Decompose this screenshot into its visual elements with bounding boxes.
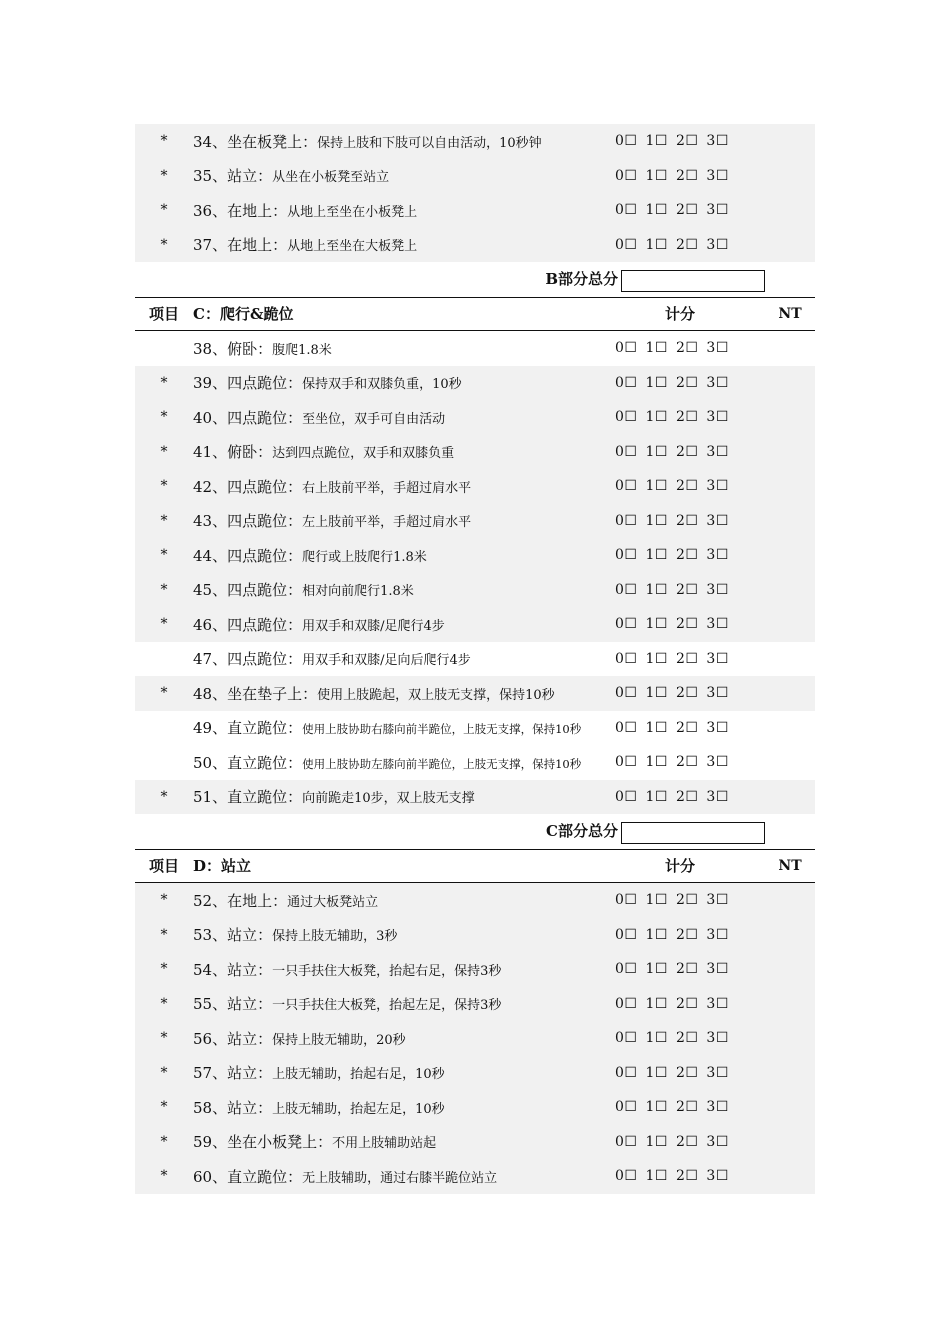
item-text	[193, 1097, 615, 1118]
table-row	[135, 504, 815, 539]
key-item-marker: *	[160, 1099, 168, 1116]
key-item-marker: *	[160, 236, 168, 253]
item-title: 55、站立：	[193, 995, 273, 1014]
score-checkbox-1[interactable]: 1☐	[645, 926, 668, 943]
score-checkbox-3[interactable]: 3☐	[706, 1099, 729, 1116]
section-b-total-label: B部分总分	[545, 270, 618, 288]
score-options	[615, 789, 765, 805]
score-checkbox-1[interactable]: 1☐	[645, 443, 668, 460]
score-options	[615, 513, 765, 529]
score-checkbox-0[interactable]: 0☐	[615, 685, 638, 702]
key-item-marker: *	[160, 443, 168, 460]
score-checkbox-2[interactable]: 2☐	[675, 926, 699, 943]
section-c-header	[135, 297, 815, 332]
score-checkbox-3[interactable]: 3☐	[706, 995, 729, 1012]
score-options	[615, 685, 765, 701]
item-title: 47、四点跪位：	[193, 650, 303, 669]
item-title: 34、坐在板凳上：	[193, 132, 318, 151]
score-checkbox-1[interactable]: 1☐	[645, 685, 668, 702]
score-checkbox-0[interactable]: 0☐	[615, 650, 638, 667]
item-title: 39、四点跪位：	[193, 374, 303, 393]
score-checkbox-3[interactable]: 3☐	[706, 133, 729, 150]
score-checkbox-3[interactable]: 3☐	[706, 374, 729, 391]
score-checkbox-0[interactable]: 0☐	[615, 340, 638, 357]
score-checkbox-0[interactable]: 0☐	[615, 374, 638, 391]
item-title: 57、站立：	[193, 1064, 273, 1083]
score-checkbox-0[interactable]: 0☐	[615, 926, 638, 943]
score-checkbox-0[interactable]: 0☐	[615, 443, 638, 460]
table-row	[135, 642, 815, 677]
score-options	[615, 1099, 765, 1115]
key-item-marker: *	[160, 926, 168, 943]
score-checkbox-3[interactable]: 3☐	[706, 719, 729, 736]
header-nt-label: NT	[778, 857, 802, 874]
item-title: 37、在地上：	[193, 236, 288, 255]
score-checkbox-1[interactable]: 1☐	[645, 1133, 668, 1150]
item-description: 一只手扶住大板凳，抬起右足，保持3秒	[272, 963, 502, 979]
key-item-marker: *	[160, 512, 168, 529]
score-checkbox-2[interactable]: 2☐	[675, 478, 699, 495]
item-text	[193, 717, 615, 738]
score-checkbox-2[interactable]: 2☐	[675, 961, 699, 978]
item-description: 使用上肢协助左膝向前半跪位，上肢无支撑，保持10秒	[302, 756, 582, 771]
score-checkbox-3[interactable]: 3☐	[706, 478, 729, 495]
table-row	[135, 1159, 815, 1194]
score-options	[615, 168, 765, 184]
table-row	[135, 124, 815, 159]
score-options	[615, 1134, 765, 1150]
section-b-rows	[135, 124, 815, 262]
item-description: 无上肢辅助，通过右膝半跪位站立	[302, 1170, 498, 1186]
item-description: 用双手和双膝/足向后爬行4步	[302, 653, 471, 669]
key-item-marker: *	[160, 1168, 168, 1185]
score-checkbox-0[interactable]: 0☐	[615, 788, 638, 805]
score-options	[615, 892, 765, 908]
score-checkbox-2[interactable]: 2☐	[675, 754, 699, 771]
score-checkbox-1[interactable]: 1☐	[645, 236, 668, 253]
score-checkbox-1[interactable]: 1☐	[645, 202, 668, 219]
table-row	[135, 1125, 815, 1160]
score-checkbox-3[interactable]: 3☐	[706, 788, 729, 805]
item-title: 59、坐在小板凳上：	[193, 1133, 333, 1152]
item-description: 从地上至坐在大板凳上	[287, 239, 418, 255]
item-text	[193, 683, 615, 704]
score-checkbox-1[interactable]: 1☐	[645, 547, 668, 564]
score-checkbox-1[interactable]: 1☐	[645, 616, 668, 633]
score-checkbox-0[interactable]: 0☐	[615, 754, 638, 771]
score-options	[615, 547, 765, 563]
item-description: 左上肢前平举，手超过肩水平	[302, 515, 472, 531]
score-checkbox-1[interactable]: 1☐	[645, 650, 668, 667]
item-description: 相对向前爬行1.8米	[302, 584, 414, 600]
score-checkbox-3[interactable]: 3☐	[706, 581, 729, 598]
item-description: 爬行或上肢爬行1.8米	[302, 549, 427, 565]
score-options	[615, 754, 765, 770]
score-checkbox-0[interactable]: 0☐	[615, 236, 638, 253]
item-description: 达到四点跪位，双手和双膝负重	[272, 446, 455, 462]
section-c-rows	[135, 331, 815, 814]
score-options	[615, 444, 765, 460]
key-item-marker: *	[160, 1030, 168, 1047]
score-options	[615, 651, 765, 667]
key-item-marker: *	[160, 961, 168, 978]
item-text	[193, 1028, 615, 1049]
table-row	[135, 573, 815, 608]
section-d-header	[135, 849, 815, 884]
score-options	[615, 133, 765, 149]
score-checkbox-2[interactable]: 2☐	[675, 374, 699, 391]
table-row	[135, 1021, 815, 1056]
score-checkbox-0[interactable]: 0☐	[615, 892, 638, 909]
score-checkbox-2[interactable]: 2☐	[675, 340, 699, 357]
item-text	[193, 1062, 615, 1083]
score-options	[615, 927, 765, 943]
item-title: 53、站立：	[193, 926, 273, 945]
item-description: 使用上肢协助右膝向前半跪位，上肢无支撑，保持10秒	[302, 722, 582, 737]
item-description: 保持上肢无辅助，3秒	[272, 929, 398, 945]
key-item-marker: *	[160, 547, 168, 564]
score-checkbox-1[interactable]: 1☐	[645, 1030, 668, 1047]
table-row	[135, 228, 815, 263]
key-item-marker: *	[160, 374, 168, 391]
score-checkbox-3[interactable]: 3☐	[706, 1168, 729, 1185]
item-description: 至坐位，双手可自由活动	[302, 411, 446, 427]
item-text	[193, 234, 615, 255]
header-score-label: 计分	[664, 857, 695, 876]
item-text	[193, 338, 615, 359]
score-checkbox-2[interactable]: 2☐	[675, 1064, 699, 1081]
item-description: 从地上至坐在小板凳上	[287, 204, 418, 220]
item-description: 上肢无辅助，抬起左足，10秒	[272, 1101, 445, 1117]
score-checkbox-2[interactable]: 2☐	[675, 202, 699, 219]
item-description: 右上肢前平举，手超过肩水平	[302, 480, 472, 496]
table-row	[135, 193, 815, 228]
item-title: 38、俯卧：	[193, 339, 273, 358]
score-checkbox-0[interactable]: 0☐	[615, 478, 638, 495]
score-options	[615, 616, 765, 632]
score-checkbox-1[interactable]: 1☐	[645, 133, 668, 150]
score-checkbox-2[interactable]: 2☐	[675, 1168, 699, 1185]
table-row	[135, 918, 815, 953]
section-c-total-input[interactable]	[621, 822, 765, 844]
score-checkbox-2[interactable]: 2☐	[675, 685, 699, 702]
table-row	[135, 400, 815, 435]
item-text	[193, 372, 615, 393]
key-item-marker: *	[160, 202, 168, 219]
score-options	[615, 237, 765, 253]
score-checkbox-3[interactable]: 3☐	[706, 685, 729, 702]
table-row	[135, 159, 815, 194]
item-text	[193, 890, 615, 911]
table-row	[135, 538, 815, 573]
score-checkbox-1[interactable]: 1☐	[645, 340, 668, 357]
score-checkbox-0[interactable]: 0☐	[615, 202, 638, 219]
key-item-marker: *	[160, 1133, 168, 1150]
item-title: 54、站立：	[193, 960, 273, 979]
score-checkbox-1[interactable]: 1☐	[645, 719, 668, 736]
section-b-subtotal	[135, 262, 815, 297]
item-description: 从坐在小板凳至站立	[272, 170, 390, 186]
key-item-marker: *	[160, 1064, 168, 1081]
item-text	[193, 579, 615, 600]
score-checkbox-3[interactable]: 3☐	[706, 892, 729, 909]
score-checkbox-3[interactable]: 3☐	[706, 547, 729, 564]
score-checkbox-2[interactable]: 2☐	[675, 1030, 699, 1047]
score-options	[615, 1168, 765, 1184]
table-row	[135, 435, 815, 470]
score-options	[615, 582, 765, 598]
item-text	[193, 200, 615, 221]
score-checkbox-1[interactable]: 1☐	[645, 1099, 668, 1116]
score-checkbox-1[interactable]: 1☐	[645, 512, 668, 529]
score-checkbox-1[interactable]: 1☐	[645, 995, 668, 1012]
item-text	[193, 1131, 615, 1152]
item-description: 保持双手和双膝负重，10秒	[302, 377, 462, 393]
score-checkbox-0[interactable]: 0☐	[615, 547, 638, 564]
score-checkbox-1[interactable]: 1☐	[645, 754, 668, 771]
score-checkbox-2[interactable]: 2☐	[675, 512, 699, 529]
score-checkbox-2[interactable]: 2☐	[675, 1133, 699, 1150]
score-checkbox-3[interactable]: 3☐	[706, 409, 729, 426]
score-checkbox-0[interactable]: 0☐	[615, 512, 638, 529]
score-checkbox-2[interactable]: 2☐	[675, 616, 699, 633]
item-text	[193, 476, 615, 497]
score-checkbox-1[interactable]: 1☐	[645, 374, 668, 391]
item-description: 向前跪走10步，双上肢无支撑	[302, 791, 475, 807]
item-description: 腹爬1.8米	[272, 342, 332, 358]
score-checkbox-0[interactable]: 0☐	[615, 1064, 638, 1081]
score-checkbox-0[interactable]: 0☐	[615, 1030, 638, 1047]
score-checkbox-1[interactable]: 1☐	[645, 409, 668, 426]
key-item-marker: *	[160, 167, 168, 184]
score-checkbox-2[interactable]: 2☐	[675, 443, 699, 460]
score-checkbox-0[interactable]: 0☐	[615, 1099, 638, 1116]
score-checkbox-2[interactable]: 2☐	[675, 409, 699, 426]
item-description: 使用上肢跪起，双上肢无支撑，保持10秒	[317, 687, 555, 703]
item-title: 40、四点跪位：	[193, 408, 303, 427]
section-d-title: D：站立	[193, 857, 252, 876]
score-checkbox-3[interactable]: 3☐	[706, 1133, 729, 1150]
score-checkbox-0[interactable]: 0☐	[615, 1133, 638, 1150]
table-row	[135, 366, 815, 401]
score-checkbox-0[interactable]: 0☐	[615, 995, 638, 1012]
item-title: 48、坐在垫子上：	[193, 684, 318, 703]
score-checkbox-1[interactable]: 1☐	[645, 167, 668, 184]
key-item-marker: *	[160, 133, 168, 150]
score-checkbox-2[interactable]: 2☐	[675, 547, 699, 564]
score-checkbox-3[interactable]: 3☐	[706, 202, 729, 219]
item-title: 45、四点跪位：	[193, 581, 303, 600]
score-checkbox-3[interactable]: 3☐	[706, 1064, 729, 1081]
score-checkbox-3[interactable]: 3☐	[706, 1030, 729, 1047]
score-checkbox-2[interactable]: 2☐	[675, 650, 699, 667]
key-item-marker: *	[160, 995, 168, 1012]
score-checkbox-1[interactable]: 1☐	[645, 1168, 668, 1185]
score-options	[615, 409, 765, 425]
item-text	[193, 510, 615, 531]
score-checkbox-1[interactable]: 1☐	[645, 581, 668, 598]
item-description: 不用上肢辅助站起	[332, 1136, 437, 1152]
key-item-marker: *	[160, 478, 168, 495]
item-title: 36、在地上：	[193, 201, 288, 220]
score-checkbox-3[interactable]: 3☐	[706, 236, 729, 253]
table-row	[135, 607, 815, 642]
score-checkbox-3[interactable]: 3☐	[706, 340, 729, 357]
score-options	[615, 478, 765, 494]
score-checkbox-2[interactable]: 2☐	[675, 581, 699, 598]
score-checkbox-2[interactable]: 2☐	[675, 167, 699, 184]
item-description: 一只手扶住大板凳，抬起左足，保持3秒	[272, 998, 502, 1014]
item-title: 60、直立跪位：	[193, 1167, 303, 1186]
score-checkbox-0[interactable]: 0☐	[615, 1168, 638, 1185]
key-item-marker: *	[160, 788, 168, 805]
score-checkbox-2[interactable]: 2☐	[675, 133, 699, 150]
score-options	[615, 1030, 765, 1046]
item-title: 35、站立：	[193, 167, 273, 186]
score-checkbox-3[interactable]: 3☐	[706, 926, 729, 943]
item-text	[193, 165, 615, 186]
item-text	[193, 131, 615, 152]
score-checkbox-1[interactable]: 1☐	[645, 892, 668, 909]
table-row	[135, 469, 815, 504]
header-nt-label: NT	[778, 305, 802, 322]
score-checkbox-2[interactable]: 2☐	[675, 995, 699, 1012]
item-text	[193, 752, 615, 773]
item-text	[193, 545, 615, 566]
section-c-total-label: C部分总分	[546, 822, 618, 840]
item-title: 56、站立：	[193, 1029, 273, 1048]
section-b-total-input[interactable]	[621, 270, 765, 292]
score-checkbox-0[interactable]: 0☐	[615, 409, 638, 426]
item-description: 通过大板凳站立	[287, 894, 379, 910]
header-score-label: 计分	[664, 305, 695, 324]
item-text	[193, 993, 615, 1014]
score-checkbox-3[interactable]: 3☐	[706, 754, 729, 771]
section-d-rows	[135, 883, 815, 1194]
score-options	[615, 961, 765, 977]
table-row	[135, 745, 815, 780]
item-title: 50、直立跪位：	[193, 753, 303, 772]
section-c-subtotal	[135, 814, 815, 849]
score-options	[615, 375, 765, 391]
score-options	[615, 996, 765, 1012]
table-row	[135, 987, 815, 1022]
score-options	[615, 1065, 765, 1081]
item-title: 44、四点跪位：	[193, 546, 303, 565]
score-checkbox-1[interactable]: 1☐	[645, 478, 668, 495]
item-title: 51、直立跪位：	[193, 788, 303, 807]
key-item-marker: *	[160, 581, 168, 598]
item-text	[193, 614, 615, 635]
table-row	[135, 676, 815, 711]
score-checkbox-2[interactable]: 2☐	[675, 788, 699, 805]
table-row	[135, 883, 815, 918]
score-options	[615, 202, 765, 218]
item-description: 上肢无辅助，抬起右足，10秒	[272, 1067, 445, 1083]
item-description: 保持上肢无辅助，20秒	[272, 1032, 406, 1048]
item-text	[193, 924, 615, 945]
item-title: 52、在地上：	[193, 891, 288, 910]
table-row	[135, 780, 815, 815]
score-checkbox-3[interactable]: 3☐	[706, 167, 729, 184]
header-item-label: 项目	[148, 305, 179, 324]
header-item-label: 项目	[148, 857, 179, 876]
key-item-marker: *	[160, 616, 168, 633]
score-checkbox-3[interactable]: 3☐	[706, 961, 729, 978]
score-checkbox-0[interactable]: 0☐	[615, 133, 638, 150]
score-checkbox-2[interactable]: 2☐	[675, 236, 699, 253]
table-row	[135, 331, 815, 366]
score-checkbox-1[interactable]: 1☐	[645, 961, 668, 978]
item-text	[193, 648, 615, 669]
score-checkbox-0[interactable]: 0☐	[615, 719, 638, 736]
key-item-marker: *	[160, 892, 168, 909]
score-checkbox-2[interactable]: 2☐	[675, 892, 699, 909]
score-checkbox-2[interactable]: 2☐	[675, 1099, 699, 1116]
item-title: 46、四点跪位：	[193, 615, 303, 634]
item-description: 保持上肢和下肢可以自由活动，10秒钟	[317, 135, 542, 151]
score-checkbox-1[interactable]: 1☐	[645, 788, 668, 805]
item-title: 42、四点跪位：	[193, 477, 303, 496]
key-item-marker: *	[160, 685, 168, 702]
score-checkbox-0[interactable]: 0☐	[615, 167, 638, 184]
item-description: 用双手和双膝/足爬行4步	[302, 618, 445, 634]
table-row	[135, 1090, 815, 1125]
score-checkbox-0[interactable]: 0☐	[615, 581, 638, 598]
section-c-title: C：爬行&跪位	[193, 305, 294, 324]
score-checkbox-0[interactable]: 0☐	[615, 616, 638, 633]
item-text	[193, 441, 615, 462]
item-title: 41、俯卧：	[193, 443, 273, 462]
score-checkbox-3[interactable]: 3☐	[706, 616, 729, 633]
score-options	[615, 340, 765, 356]
item-title: 49、直立跪位：	[193, 719, 303, 738]
score-options	[615, 720, 765, 736]
table-row	[135, 1056, 815, 1091]
item-title: 43、四点跪位：	[193, 512, 303, 531]
score-checkbox-0[interactable]: 0☐	[615, 961, 638, 978]
item-text	[193, 959, 615, 980]
key-item-marker: *	[160, 409, 168, 426]
score-checkbox-3[interactable]: 3☐	[706, 512, 729, 529]
item-text	[193, 407, 615, 428]
score-checkbox-3[interactable]: 3☐	[706, 650, 729, 667]
score-checkbox-3[interactable]: 3☐	[706, 443, 729, 460]
item-text	[193, 786, 615, 807]
score-checkbox-2[interactable]: 2☐	[675, 719, 699, 736]
item-title: 58、站立：	[193, 1098, 273, 1117]
assessment-sheet	[135, 124, 815, 1194]
table-row	[135, 711, 815, 746]
item-text	[193, 1166, 615, 1187]
score-checkbox-1[interactable]: 1☐	[645, 1064, 668, 1081]
table-row	[135, 952, 815, 987]
